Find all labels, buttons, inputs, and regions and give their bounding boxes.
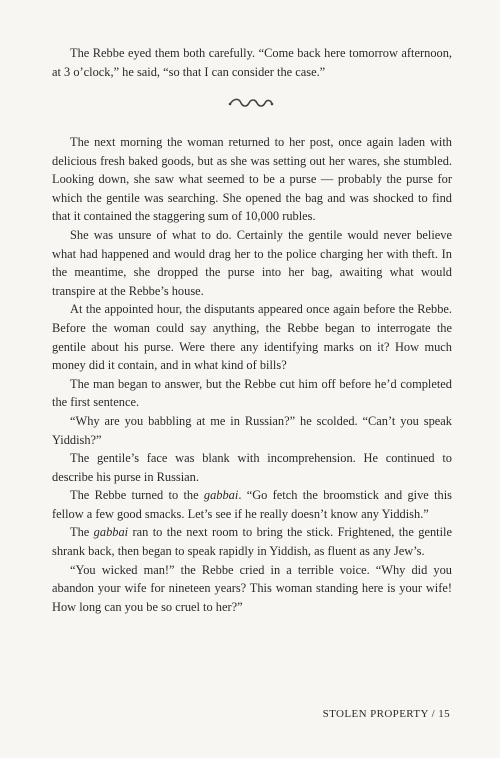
running-footer: STOLEN PROPERTY / 15 [322,708,450,720]
italic-term: gabbai [203,488,239,503]
paragraph: The Rebbe turned to the gabbai. “Go fetch the broomstick and give this fellow a few good smacks. Let’s see if he really doesn’t know any Yiddish.” [52,488,452,521]
paragraph: At the appointed hour, the disputants appeared once again before the Rebbe. Before the woman could say anything, the Rebbe began to interrogate the gentile about his purse. Were there any identifying marks on it? How much money did it contain, and in what kind of bills? [52,302,452,373]
paragraph: The man began to answer, but the Rebbe cut him off before he’d completed the first sentence. [52,376,452,410]
paragraph: The gentile’s face was blank with incomprehension. He continued to describe his purse in Russian. [52,451,452,484]
body-text [52,133,452,616]
paragraph: She was unsure of what to do. Certainly the gentile would never believe what had happened and would drag her to the police charging her with theft. In the meantime, she dropped the purse into her bag, awaiting what would transpire at the Rebbe’s house. [52,227,452,298]
paragraph: The gabbai ran to the next room to bring the stick. Frightened, the gentile shrank back, then began to speak rapidly in Yiddish, as fluent as any Jew’s. [52,525,452,559]
paragraph: The next morning the woman returned to her post, once again laden with delicious fresh baked goods, but as she was setting out her wares, she stumbled. Looking down, she saw what seemed to be a purse — probably the purse for which the gentile was searching. She opened the bag and was shocked to find that it contained the staggering sum of 10,000 rubles. [52,135,452,224]
italic-term: gabbai [93,525,129,540]
paragraph: The Rebbe eyed them both carefully. “Come back here tomorrow afternoon, at 3 o’clock,” he said, “so that I can consider the case.” [52,46,452,79]
decorative-flourish-icon [226,96,276,110]
paragraph: “Why are you babbling at me in Russian?” he scolded. “Can’t you speak Yiddish?” [52,413,452,447]
paragraph: “You wicked man!” the Rebbe cried in a terrible voice. “Why did you abandon your wife for nineteen years? This woman standing here is your wife! How long can you be so cruel to her?” [52,562,452,614]
intro-text [52,44,452,81]
